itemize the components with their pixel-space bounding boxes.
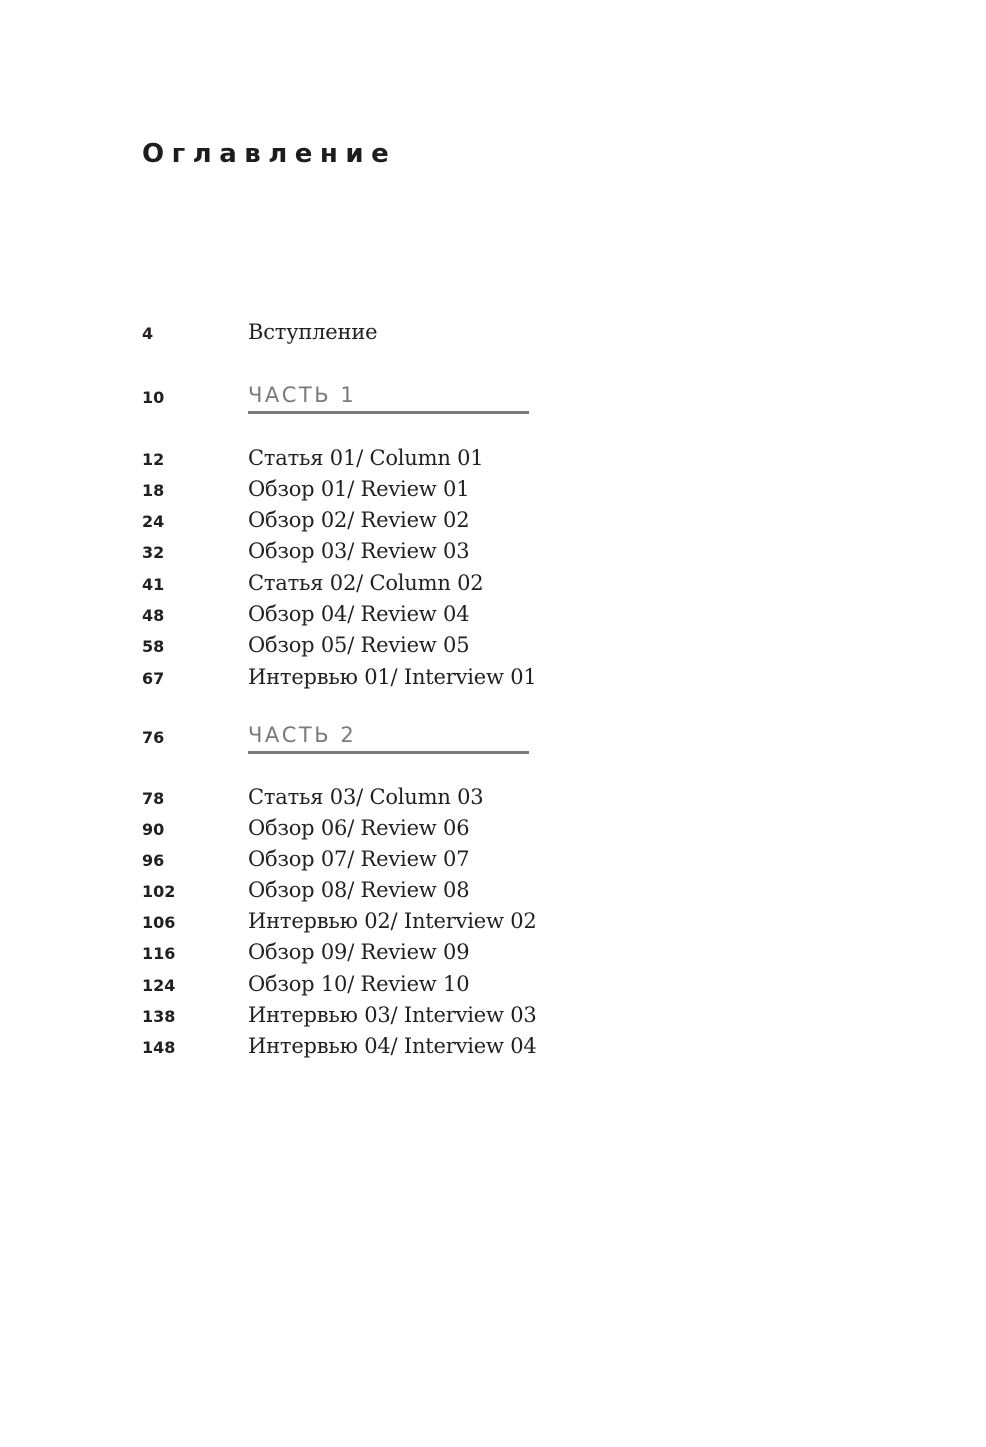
part-2-header[interactable] — [0, 720, 986, 750]
entry-title: Интервью 01/ Interview 01 — [248, 665, 537, 689]
entry-title: Статья 01/ Column 01 — [248, 446, 484, 470]
toc-row[interactable] — [0, 442, 986, 472]
entry-title: Обзор 10/ Review 10 — [248, 972, 470, 996]
toc-row[interactable] — [0, 473, 986, 503]
page-number: 12 — [142, 450, 165, 469]
entry-title: Обзор 02/ Review 02 — [248, 508, 470, 532]
part-2-divider — [248, 751, 529, 754]
entry-title: Интервью 02/ Interview 02 — [248, 909, 537, 933]
page-title: Оглавление — [142, 139, 397, 169]
page-number: 24 — [142, 512, 165, 531]
page-number: 148 — [142, 1038, 176, 1057]
page-number: 78 — [142, 789, 165, 808]
toc-row[interactable] — [0, 905, 986, 935]
page-number: 138 — [142, 1007, 176, 1026]
entry-title: Обзор 09/ Review 09 — [248, 940, 470, 964]
toc-row-intro[interactable] — [0, 316, 986, 346]
entry-title: Обзор 03/ Review 03 — [248, 539, 470, 563]
page-number: 106 — [142, 913, 176, 932]
entry-title: Обзор 01/ Review 01 — [248, 477, 470, 501]
page-number: 10 — [142, 388, 165, 407]
entry-title: Обзор 06/ Review 06 — [248, 816, 470, 840]
toc-row[interactable] — [0, 968, 986, 998]
page-number: 18 — [142, 481, 165, 500]
toc-row[interactable] — [0, 874, 986, 904]
toc-row[interactable] — [0, 1030, 986, 1060]
page-number: 102 — [142, 882, 176, 901]
toc-row[interactable] — [0, 629, 986, 659]
entry-title: Интервью 03/ Interview 03 — [248, 1003, 537, 1027]
page-number: 58 — [142, 637, 165, 656]
toc-row[interactable] — [0, 535, 986, 565]
entry-title: Обзор 07/ Review 07 — [248, 847, 470, 871]
page-number: 116 — [142, 944, 176, 963]
page-number: 90 — [142, 820, 165, 839]
page-number: 4 — [142, 324, 154, 343]
entry-title: Статья 03/ Column 03 — [248, 785, 484, 809]
page-number: 67 — [142, 669, 165, 688]
page-number: 124 — [142, 976, 176, 995]
page-number: 41 — [142, 575, 165, 594]
entry-title: Обзор 04/ Review 04 — [248, 602, 470, 626]
entry-title: Интервью 04/ Interview 04 — [248, 1034, 537, 1058]
toc-row[interactable] — [0, 843, 986, 873]
toc-row[interactable] — [0, 999, 986, 1029]
toc-row[interactable] — [0, 661, 986, 691]
toc-row[interactable] — [0, 598, 986, 628]
entry-title: Статья 02/ Column 02 — [248, 571, 484, 595]
part-1-header[interactable] — [0, 380, 986, 410]
part-1-divider — [248, 411, 529, 414]
entry-title: Вступление — [248, 320, 378, 344]
toc-row[interactable] — [0, 812, 986, 842]
page-number: 32 — [142, 543, 165, 562]
page-number: 96 — [142, 851, 165, 870]
entry-title: Обзор 08/ Review 08 — [248, 878, 470, 902]
toc-row[interactable] — [0, 781, 986, 811]
part-label: ЧАСТЬ 2 — [248, 723, 357, 747]
page-number: 76 — [142, 728, 165, 747]
page-number: 48 — [142, 606, 165, 625]
toc-row[interactable] — [0, 504, 986, 534]
toc-row[interactable] — [0, 567, 986, 597]
entry-title: Обзор 05/ Review 05 — [248, 633, 470, 657]
part-label: ЧАСТЬ 1 — [248, 383, 357, 407]
toc-row[interactable] — [0, 936, 986, 966]
